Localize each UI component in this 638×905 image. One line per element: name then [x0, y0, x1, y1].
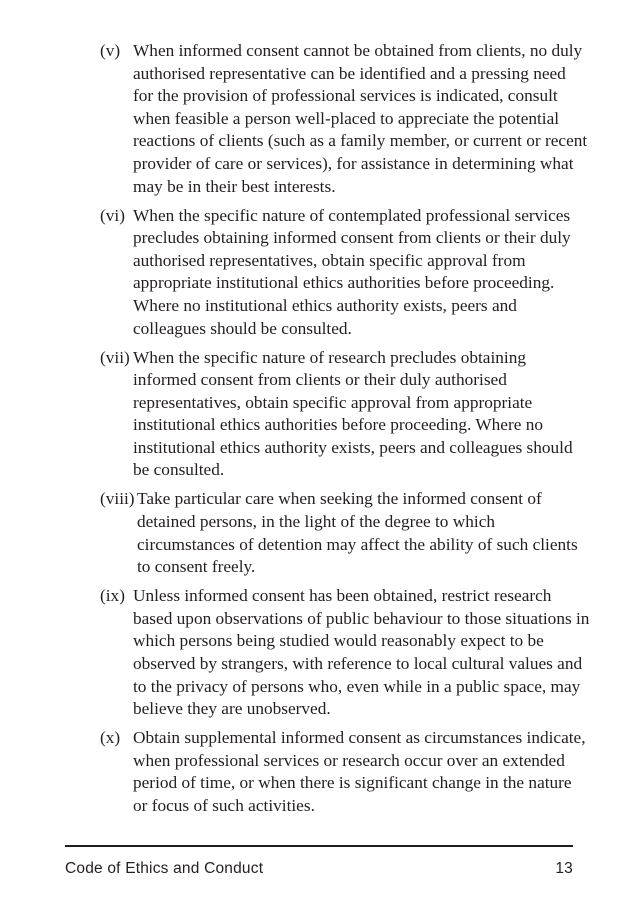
clause-x: [95, 727, 590, 817]
clause-numeral: (vii): [100, 347, 130, 367]
clause-text: Obtain supplemental informed consent as circumstances indicate, when professional services or research occur over an extended period of time, or when there is significant change in the nature or focus of such activities.: [133, 728, 586, 815]
clause-numeral: (vi): [100, 205, 125, 225]
page-footer: [65, 860, 573, 878]
clause-vi: [95, 205, 590, 341]
clause-vii: [95, 347, 590, 483]
clause-viii: [95, 488, 590, 578]
clause-numeral: (x): [100, 728, 121, 748]
document-title: Code of Ethics and Conduct: [65, 860, 264, 877]
page-number: 13: [555, 860, 573, 877]
clause-text: When the specific nature of research precludes obtaining informed consent from clients or their duly authorised representatives, obtain specific approval from appropriate institutional ethics authorities before proceeding. Where no institutional ethics authority exists, peers and colleagues should be consulted.: [133, 347, 573, 480]
footer-divider: [65, 845, 573, 847]
clause-numeral: (viii): [100, 489, 135, 509]
clause-text: When the specific nature of contemplated professional services precludes obtaining informed consent from clients or their duly authorised representatives, obtain specific approval from appropriate institutional ethics authorities before proceeding. Where no institutional ethics authority exists, peers and colleagues should be consulted.: [133, 205, 571, 338]
clause-text: When informed consent cannot be obtained from clients, no duly authorised representative can be identified and a pressing need for the provision of professional services is indicated, consult when feasible a person well-placed to appreciate the potential reactions of clients (such as a family member, or current or recent provider of care or services), for assistance in determining what may be in their best interests.: [133, 41, 588, 196]
clause-ix: [95, 585, 590, 721]
clause-text: Take particular care when seeking the informed consent of detained persons, in the light of the degree to which circumstances of detention may affect the ability of such clients to consent freely.: [137, 489, 578, 577]
clause-list: [95, 40, 590, 824]
clause-v: [95, 40, 590, 198]
clause-numeral: (ix): [100, 586, 125, 606]
clause-text: Unless informed consent has been obtained, restrict research based upon observations of public behaviour to those situations in which persons being studied would reasonably expect to be observed by strangers, with reference to local cultural values and to the privacy of persons who, even while in a public space, may believe they are unobserved.: [133, 586, 590, 719]
clause-numeral: (v): [100, 41, 121, 60]
